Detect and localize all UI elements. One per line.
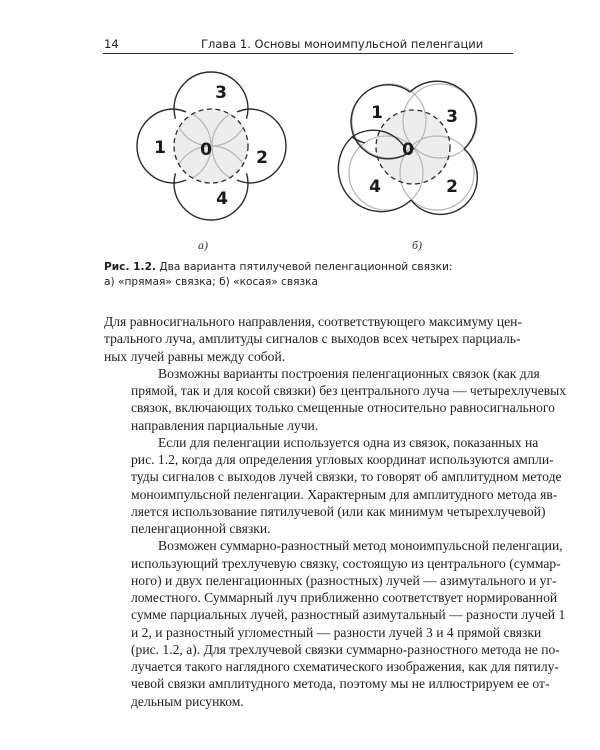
beam-label-2: 2 [446, 177, 458, 197]
text-line: туды сигналов с выходов лучей связки, то говорят об амплитудном методе [131, 469, 562, 485]
paragraph-1 [104, 313, 522, 365]
beam-label-1: 1 [371, 103, 383, 123]
text-line: Для равносигнального направления, соответствующего максимуму цен- [104, 314, 522, 329]
text-line: ляется использование пятилучевой (или как минимум четырехлучевой) [131, 503, 546, 519]
text-line: трального луча, амплитуды сигналов с выходов всех четырех парциаль- [104, 331, 521, 347]
body-text [104, 313, 567, 710]
text-line: сумме парциальных лучей, разностный азимутальный — разности лучей 1 [131, 607, 566, 623]
caption-line-1 [104, 260, 514, 275]
text-line: моноимпульсной пеленгации. Характерным для амплитудного метода яв- [131, 486, 558, 502]
caption-line-2: а) «прямая» связка; б) «косая» связка [104, 276, 319, 288]
text-line: рис. 1.2, когда для определения угловых координат используются ампли- [131, 452, 554, 467]
beam-3-circle [174, 72, 248, 109]
beam-4-circle [174, 183, 248, 220]
beam-label-3: 3 [446, 107, 458, 127]
text-line: дельным рисунком. [131, 693, 244, 709]
page-number: 14 [104, 37, 119, 51]
beam-label-4: 4 [216, 189, 228, 209]
subfigure-a-diagram [137, 72, 286, 220]
text-line: ломестного. Суммарный луч приближенно соответствует нормированной [131, 590, 558, 605]
text-line: связок, включающих только смещенные относительно равносигнального [131, 400, 555, 416]
text-line: (рис. 1.2, а). Для трехлучевой связки суммарно-разностного метода не по- [131, 641, 560, 657]
text-line: ного) и двух пеленгационных (разностных) лучей — азимутального и уг- [131, 572, 557, 588]
beam-label-4: 4 [369, 177, 381, 197]
subfigure-a-label: а) [198, 238, 208, 252]
caption-text: Два варианта пятилучевой пеленгационной связки: [155, 261, 453, 273]
text-line: ных лучей равны между собой. [104, 348, 286, 364]
beam-label-3: 3 [215, 83, 227, 103]
text-line: Возможны варианты построения пеленгационных связок (как для [158, 365, 540, 381]
beam-label-0: 0 [200, 140, 212, 160]
beam-diagram [0, 0, 600, 255]
text-line: использующий трехлучевую связку, состоящую из центрального (суммар- [131, 555, 561, 571]
text-line: и 2, и разностный угломестный — разности лучей 3 и 4 прямой связки [131, 624, 542, 640]
paragraph-2 [104, 365, 567, 434]
text-line: чевой связки амплитудного метода, поэтому мы не иллюстрируем ее от- [131, 676, 550, 692]
figure-caption [104, 260, 514, 290]
text-line: направления парциальные лучи. [131, 417, 319, 433]
text-line: лучается такого наглядного схематического изображения, как для пятилу- [131, 659, 559, 674]
beam-label-2: 2 [256, 148, 268, 168]
subfigure-b-label: б) [412, 238, 423, 252]
text-line: Если для пеленгации используется одна из связок, показанных на [158, 434, 539, 450]
running-title: Глава 1. Основы моноимпульсной пеленгации [201, 37, 484, 51]
text-line: пеленгационной связки. [131, 521, 271, 536]
text-line: Возможен суммарно-разностный метод моноимпульсной пеленгации, [158, 538, 563, 554]
beam-label-0: 0 [402, 140, 414, 160]
beam-label-1: 1 [154, 138, 166, 158]
subfigure-b-diagram [338, 81, 477, 214]
figure-1-2 [0, 0, 600, 255]
paragraph-3 [104, 434, 562, 538]
text-line: прямой, так и для косой связки) без центрального луча — четырехлучевых [131, 383, 567, 398]
paragraph-4 [104, 537, 566, 710]
beam-2-circle [249, 109, 286, 183]
figure-number: Рис. 1.2. [104, 261, 156, 273]
